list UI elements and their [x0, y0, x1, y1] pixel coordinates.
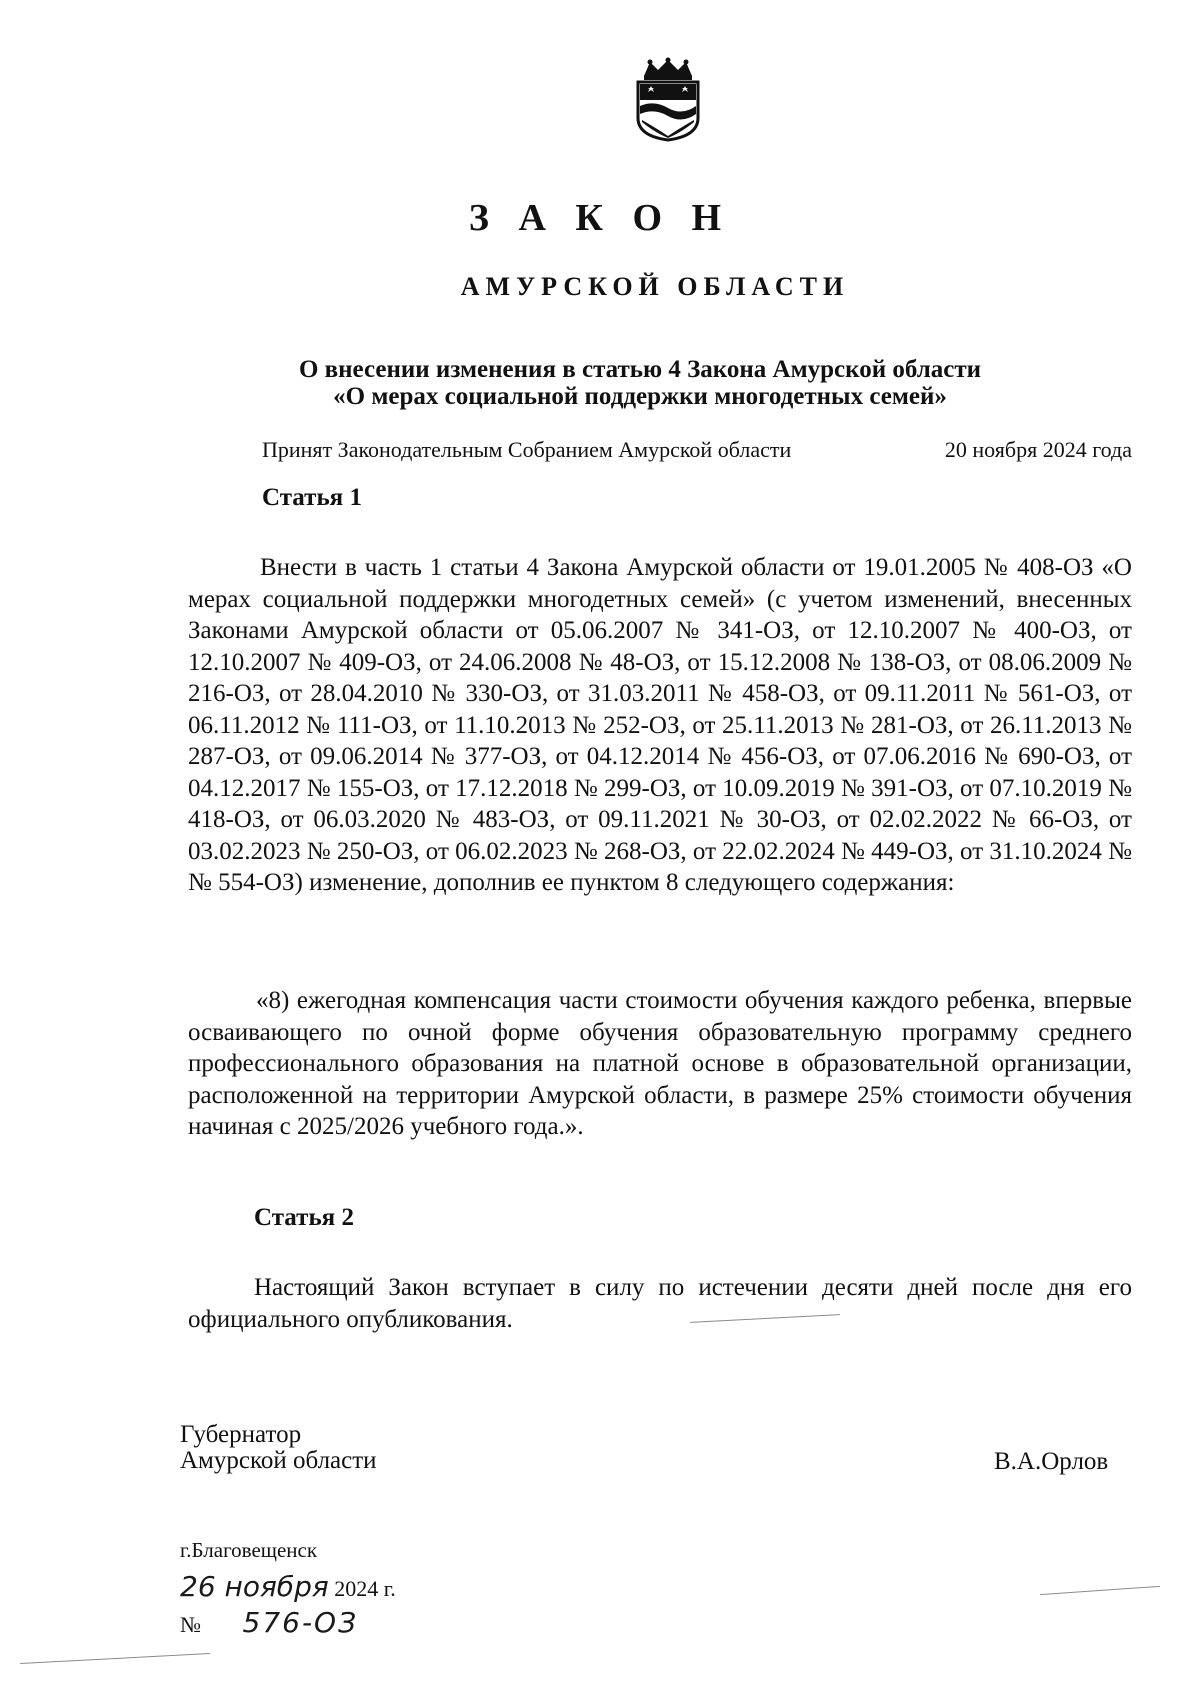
law-subject-line-1: О внесении изменения в статью 4 Закона Амурской области	[298, 356, 982, 383]
region-title: АМУРСКОЙ ОБЛАСТИ	[460, 272, 850, 301]
number-prefix: №	[180, 1612, 201, 1637]
signing-year: 2024 г.	[334, 1576, 396, 1601]
signing-date	[180, 1570, 396, 1603]
signatory-title-line-1: Губернатор	[180, 1421, 302, 1448]
scan-mark	[20, 1653, 210, 1664]
handwritten-date: 26 ноября	[180, 1570, 329, 1603]
law-subject	[200, 356, 1080, 410]
scan-mark	[1040, 1586, 1160, 1595]
law-number	[180, 1606, 358, 1639]
article-1-quote: «8) ежегодная компенсация части стоимости обучения каждого ребенка, впервые осваивающего по очной форме обучения образовательную программу среднего профессионального образования на платной основе в образовательной организации, расположенной на территории Амурской области, в размере 25% стоимости обучения начиная с 2025/2026 учебного года.».	[188, 987, 1132, 1140]
article-1-text: Внести в часть 1 статьи 4 Закона Амурской области от 19.01.2005 № 408-ОЗ «О мерах социальной поддержки многодетных семей» (с учетом изменений, внесенных Законами Амурской области от 05.06.2007 № 341-ОЗ, от 12.10.2007 № 400-ОЗ, от 12.10.2007 № 409-ОЗ, от 24.06.2008 № 48-ОЗ, от 15.12.2008 № 138-ОЗ, от 08.06.2009 № 216-ОЗ, от 28.04.2010 № 330-ОЗ, от 31.03.2011 № 458-ОЗ, от 09.11.2011 № 561-ОЗ, от 06.11.2012 № 111-ОЗ, от 11.10.2013 № 252-ОЗ, от 25.11.2013 № 281-ОЗ, от 26.11.2013 № 287-ОЗ, от 09.06.2014 № 377-ОЗ, от 04.12.2014 № 456-ОЗ, от 07.06.2016 № 690-ОЗ, от 04.12.2017 № 155-ОЗ, от 17.12.2018 № 299-ОЗ, от 10.09.2019 № 391-ОЗ, от 07.10.2019 № 418-ОЗ, от 06.03.2020 № 483-ОЗ, от 09.11.2021 № 30-ОЗ, от 02.02.2022 № 66-ОЗ, от 03.02.2023 № 250-ОЗ, от 06.02.2023 № 268-ОЗ, от 22.02.2024 № 449-ОЗ, от 31.10.2024 № № 554-ОЗ) изменение, дополнив ее пунктом 8 следующего содержания:	[188, 554, 1132, 896]
handwritten-number: 576-ОЗ	[242, 1606, 359, 1639]
article-1-heading: Статья 1	[262, 484, 362, 511]
signatory-name: В.А.Орлов	[994, 1448, 1109, 1475]
law-subject-line-2: «О мерах социальной поддержки многодетных семей»	[333, 383, 947, 410]
article-2-heading: Статья 2	[254, 1204, 354, 1231]
signing-place: г.Благовещенск	[180, 1538, 318, 1562]
signatory-title-line-2: Амурской области	[180, 1447, 377, 1474]
document-type-title: З А К О Н	[468, 197, 732, 239]
adopted-date: 20 ноября 2024 года	[944, 437, 1132, 462]
amur-oblast-coat-of-arms-icon	[630, 56, 706, 142]
adoption-line	[262, 437, 1132, 463]
article-2-text: Настоящий Закон вступает в силу по истечении десяти дней после дня его официального опубликования.	[188, 1274, 1132, 1333]
signatory-title	[180, 1422, 377, 1474]
adopted-by: Принят Законодательным Собранием Амурской области	[262, 437, 792, 462]
